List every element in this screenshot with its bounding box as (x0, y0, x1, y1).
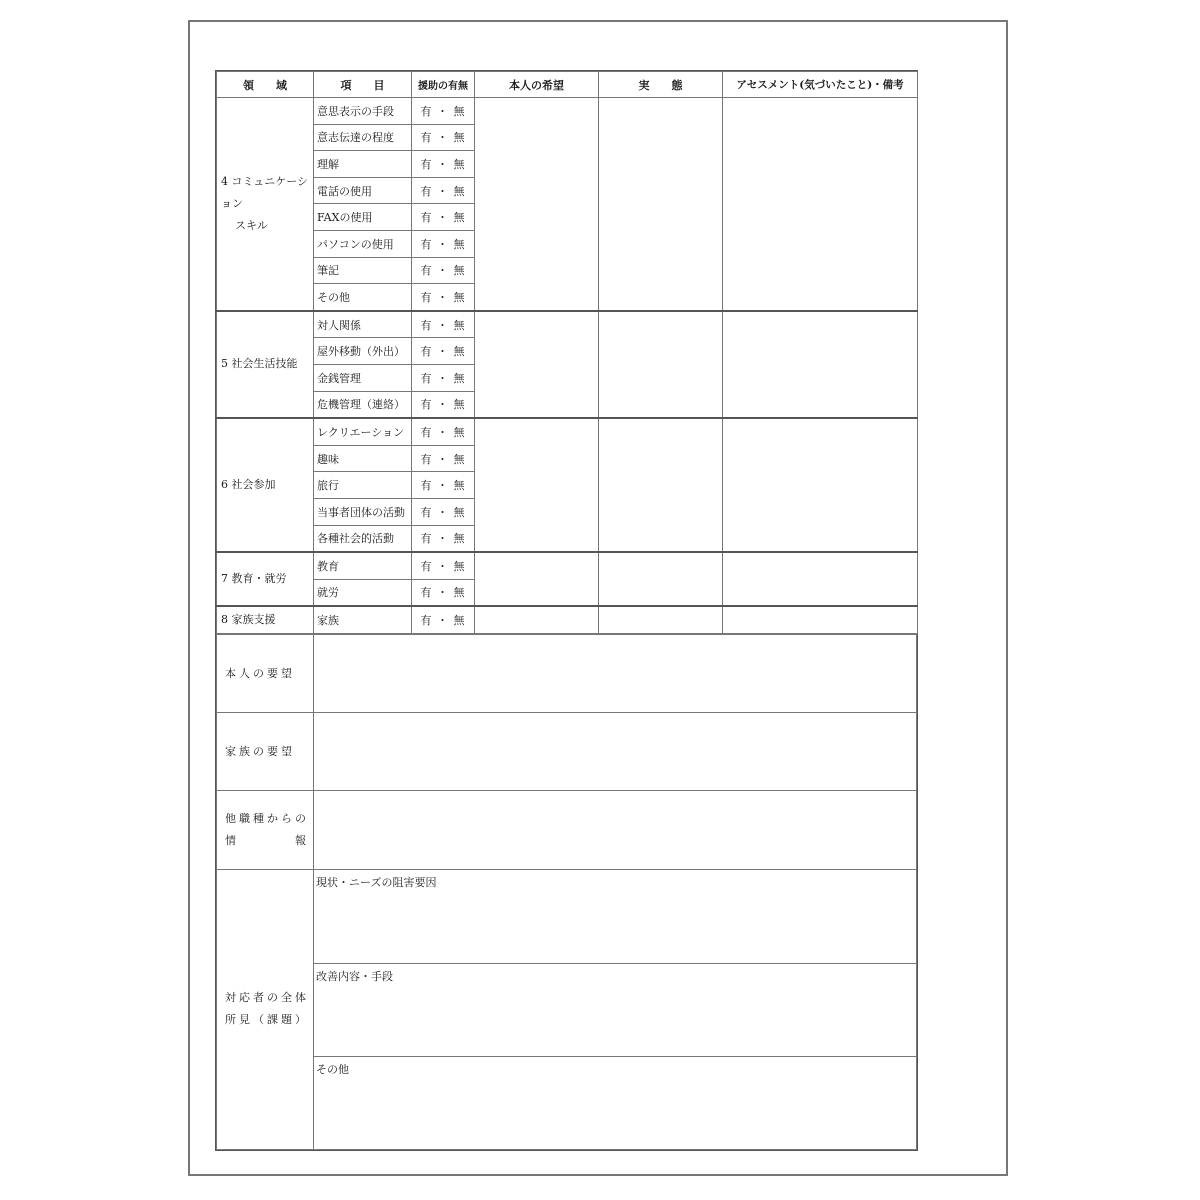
support-yes-no[interactable]: 有 ・ 無 (412, 98, 475, 125)
assessment-field[interactable] (723, 552, 918, 606)
table-body (217, 98, 918, 634)
item-label: 電話の使用 (314, 177, 412, 204)
improve-field[interactable] (314, 963, 916, 1056)
header-support: 援助の有無 (412, 72, 475, 98)
family-request-label: 家族の要望 (217, 712, 314, 790)
support-yes-no[interactable]: 有 ・ 無 (412, 418, 475, 445)
header-wish: 本人の希望 (475, 72, 599, 98)
header-assessment: アセスメント(気づいたこと)・備考 (723, 72, 918, 98)
support-yes-no[interactable]: 有 ・ 無 (412, 472, 475, 499)
item-label: 理解 (314, 151, 412, 178)
other-staff-label-line2: 情 報 (225, 833, 309, 847)
domain-cell (217, 552, 314, 606)
support-yes-no[interactable]: 有 ・ 無 (412, 311, 475, 338)
item-label: その他 (314, 284, 412, 311)
support-yes-no[interactable]: 有 ・ 無 (412, 230, 475, 257)
person-request-label: 本人の要望 (217, 634, 314, 712)
actual-field[interactable] (599, 418, 723, 552)
item-label: 当事者団体の活動 (314, 498, 412, 525)
support-yes-no[interactable]: 有 ・ 無 (412, 284, 475, 311)
domain-cell (217, 98, 314, 311)
support-yes-no[interactable]: 有 ・ 無 (412, 364, 475, 391)
item-label: 趣味 (314, 445, 412, 472)
actual-field[interactable] (599, 98, 723, 311)
other-field[interactable] (314, 1056, 916, 1149)
item-label: 各種社会的活動 (314, 525, 412, 552)
support-yes-no[interactable]: 有 ・ 無 (412, 579, 475, 606)
assessment-table (216, 71, 918, 634)
support-yes-no[interactable]: 有 ・ 無 (412, 338, 475, 365)
wish-field[interactable] (475, 98, 599, 311)
item-label: 金銭管理 (314, 364, 412, 391)
other-staff-field[interactable] (314, 790, 917, 869)
support-yes-no[interactable]: 有 ・ 無 (412, 606, 475, 633)
other-label: その他 (316, 1062, 349, 1076)
table-row (217, 418, 918, 445)
item-label: 教育 (314, 552, 412, 579)
table-row (217, 98, 918, 125)
wish-field[interactable] (475, 552, 599, 606)
domain-cell (217, 311, 314, 418)
item-label: レクリエーション (314, 418, 412, 445)
item-label: FAXの使用 (314, 204, 412, 231)
item-label: 意志伝達の程度 (314, 124, 412, 151)
actual-field[interactable] (599, 311, 723, 418)
factors-label: 現状・ニーズの阻害要因 (316, 875, 437, 889)
other-staff-label (217, 790, 314, 869)
person-request-field[interactable] (314, 634, 917, 712)
support-yes-no[interactable]: 有 ・ 無 (412, 445, 475, 472)
assessment-field[interactable] (723, 311, 918, 418)
item-label: 筆記 (314, 257, 412, 284)
item-label: パソコンの使用 (314, 230, 412, 257)
domain-label: 5 社会生活技能 (221, 357, 298, 371)
domain-label: 8 家族支援 (221, 613, 276, 627)
support-yes-no[interactable]: 有 ・ 無 (412, 525, 475, 552)
table-row (217, 311, 918, 338)
support-yes-no[interactable]: 有 ・ 無 (412, 552, 475, 579)
domain-cell (217, 418, 314, 552)
header-item: 項 目 (314, 72, 412, 98)
wish-field[interactable] (475, 418, 599, 552)
header-actual: 実 態 (599, 72, 723, 98)
assessment-field[interactable] (723, 606, 918, 633)
table-row (217, 552, 918, 579)
other-staff-label-line1: 他職種からの (225, 811, 309, 825)
domain-label-line2: スキル (235, 218, 268, 232)
domain-label: 4 コミュニケーション (221, 174, 309, 210)
support-yes-no[interactable]: 有 ・ 無 (412, 151, 475, 178)
support-yes-no[interactable]: 有 ・ 無 (412, 257, 475, 284)
support-yes-no[interactable]: 有 ・ 無 (412, 204, 475, 231)
support-yes-no[interactable]: 有 ・ 無 (412, 124, 475, 151)
overall-row (217, 869, 917, 1149)
item-label: 屋外移動（外出） (314, 338, 412, 365)
domain-cell (217, 606, 314, 633)
family-request-row (217, 712, 917, 790)
wish-field[interactable] (475, 311, 599, 418)
assessment-field[interactable] (723, 98, 918, 311)
support-yes-no[interactable]: 有 ・ 無 (412, 498, 475, 525)
support-yes-no[interactable]: 有 ・ 無 (412, 177, 475, 204)
item-label: 対人関係 (314, 311, 412, 338)
actual-field[interactable] (599, 552, 723, 606)
overall-label-line1: 対応者の全体 (225, 991, 309, 1005)
item-label: 旅行 (314, 472, 412, 499)
overall-label-line2: 所見（課題） (225, 1013, 309, 1027)
domain-label: 7 教育・就労 (221, 572, 287, 586)
header-row (217, 72, 918, 98)
assessment-form (215, 70, 918, 1151)
family-request-field[interactable] (314, 712, 917, 790)
assessment-field[interactable] (723, 418, 918, 552)
item-label: 意思表示の手段 (314, 98, 412, 125)
wish-field[interactable] (475, 606, 599, 633)
item-label: 危機管理（連絡） (314, 391, 412, 418)
other-staff-row (217, 790, 917, 869)
domain-label: 6 社会参加 (221, 478, 276, 492)
table-row (217, 606, 918, 633)
support-yes-no[interactable]: 有 ・ 無 (412, 391, 475, 418)
actual-field[interactable] (599, 606, 723, 633)
item-label: 家族 (314, 606, 412, 633)
factors-field[interactable] (314, 870, 916, 964)
improve-label: 改善内容・手段 (316, 969, 393, 983)
header-domain: 領 域 (217, 72, 314, 98)
overall-label (217, 869, 314, 1149)
item-label: 就労 (314, 579, 412, 606)
overall-field (314, 869, 917, 1149)
summary-table (216, 634, 917, 1150)
person-request-row (217, 634, 917, 712)
